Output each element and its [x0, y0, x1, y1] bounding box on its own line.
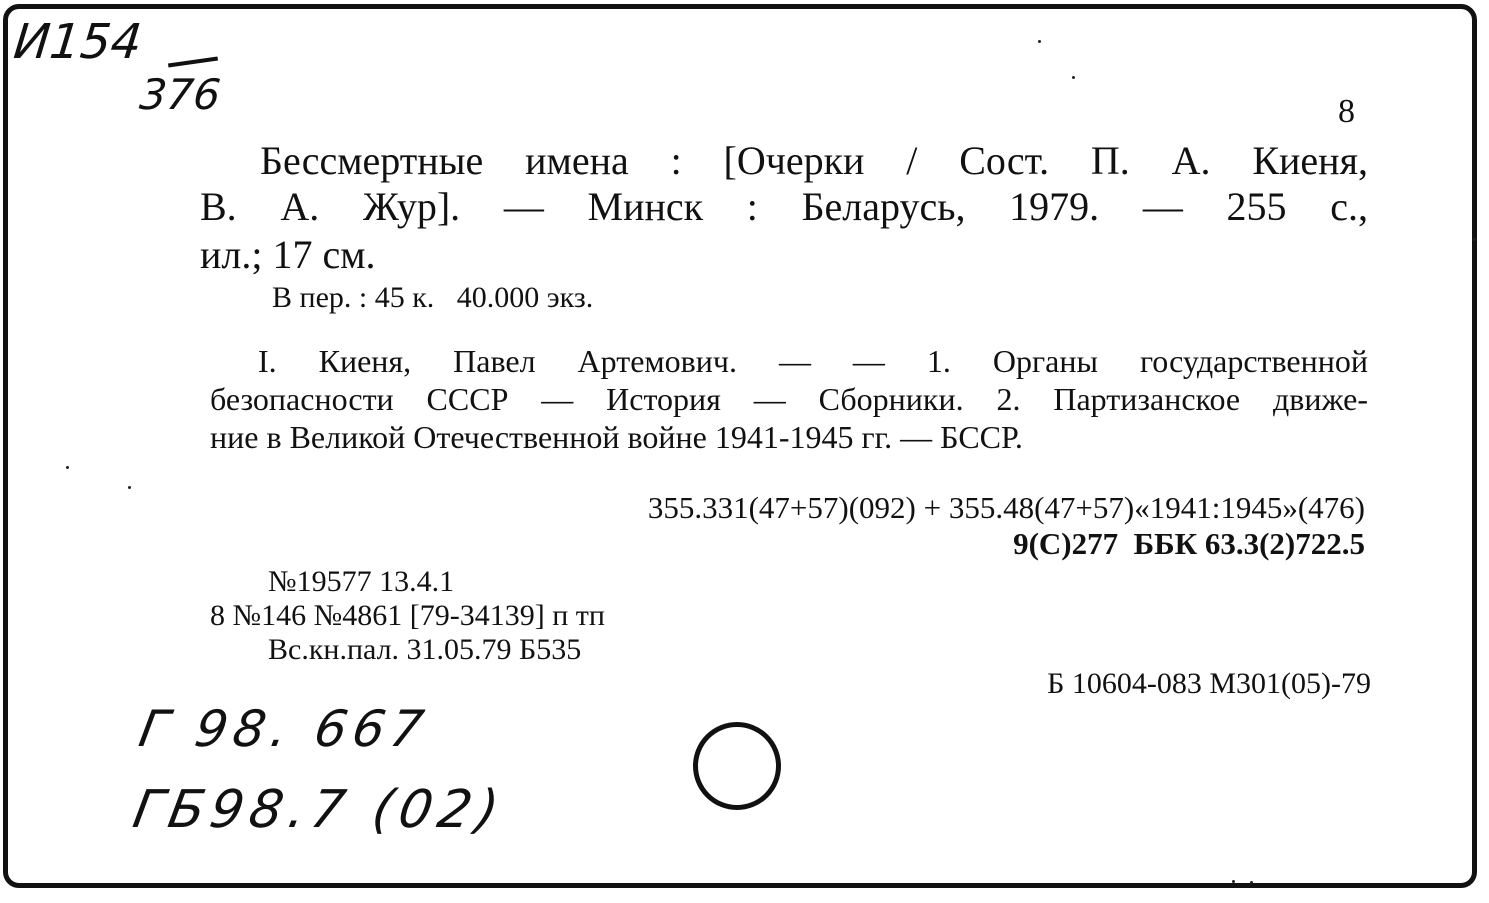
scan-speck — [1232, 880, 1235, 883]
record-line-2: 8 №146 №4861 [79-34139] п тп — [210, 599, 605, 632]
title-line-2: В. А. Жур]. — Минск : Беларусь, 1979. — 255 с., — [200, 184, 1368, 229]
scan-speck — [1473, 238, 1476, 241]
handwritten-shelf-subcode: 376 — [137, 70, 223, 119]
bbk-classification: 9(С)277 ББК 63.3(2)722.5 — [1013, 526, 1365, 561]
subject-line-2: безопасности СССР — История — Сборники. 2. Партизанское движе- — [210, 381, 1368, 417]
scan-speck — [1072, 76, 1075, 79]
udc-classification: 355.331(47+57)(092) + 355.48(47+57)«1941:1945»(476) — [647, 490, 1365, 525]
corner-number: 8 — [1338, 93, 1355, 130]
title-line-3: ил.; 17 см. — [200, 232, 376, 277]
price-line: В пер. : 45 к. 40.000 экз. — [272, 281, 594, 314]
scan-speck — [1038, 40, 1041, 43]
record-line-1: №19577 13.4.1 — [268, 565, 455, 598]
scan-speck — [1250, 881, 1253, 884]
subject-line-1: I. Киеня, Павел Артемович. — — 1. Органы государственной — [258, 343, 1368, 379]
title-line-1: Бессмертные имена : [Очерки / Сост. П. А. Киеня, — [260, 138, 1368, 183]
subject-line-3: ние в Великой Отечественной войне 1941-1945 гг. — БССР. — [210, 419, 1023, 455]
handwritten-shelf-code-3: ГБ98.7 (02) — [128, 780, 509, 840]
handwritten-shelf-code: И154 — [11, 14, 145, 70]
scan-speck — [66, 466, 69, 469]
record-line-3: Вс.кн.пал. 31.05.79 Б535 — [268, 633, 582, 666]
handwritten-shelf-code-2: Г 98. 667 — [134, 700, 434, 758]
publisher-code: Б 10604-083 М301(05)-79 — [1047, 667, 1371, 700]
scan-speck — [128, 486, 131, 489]
circle-mark — [693, 722, 781, 810]
